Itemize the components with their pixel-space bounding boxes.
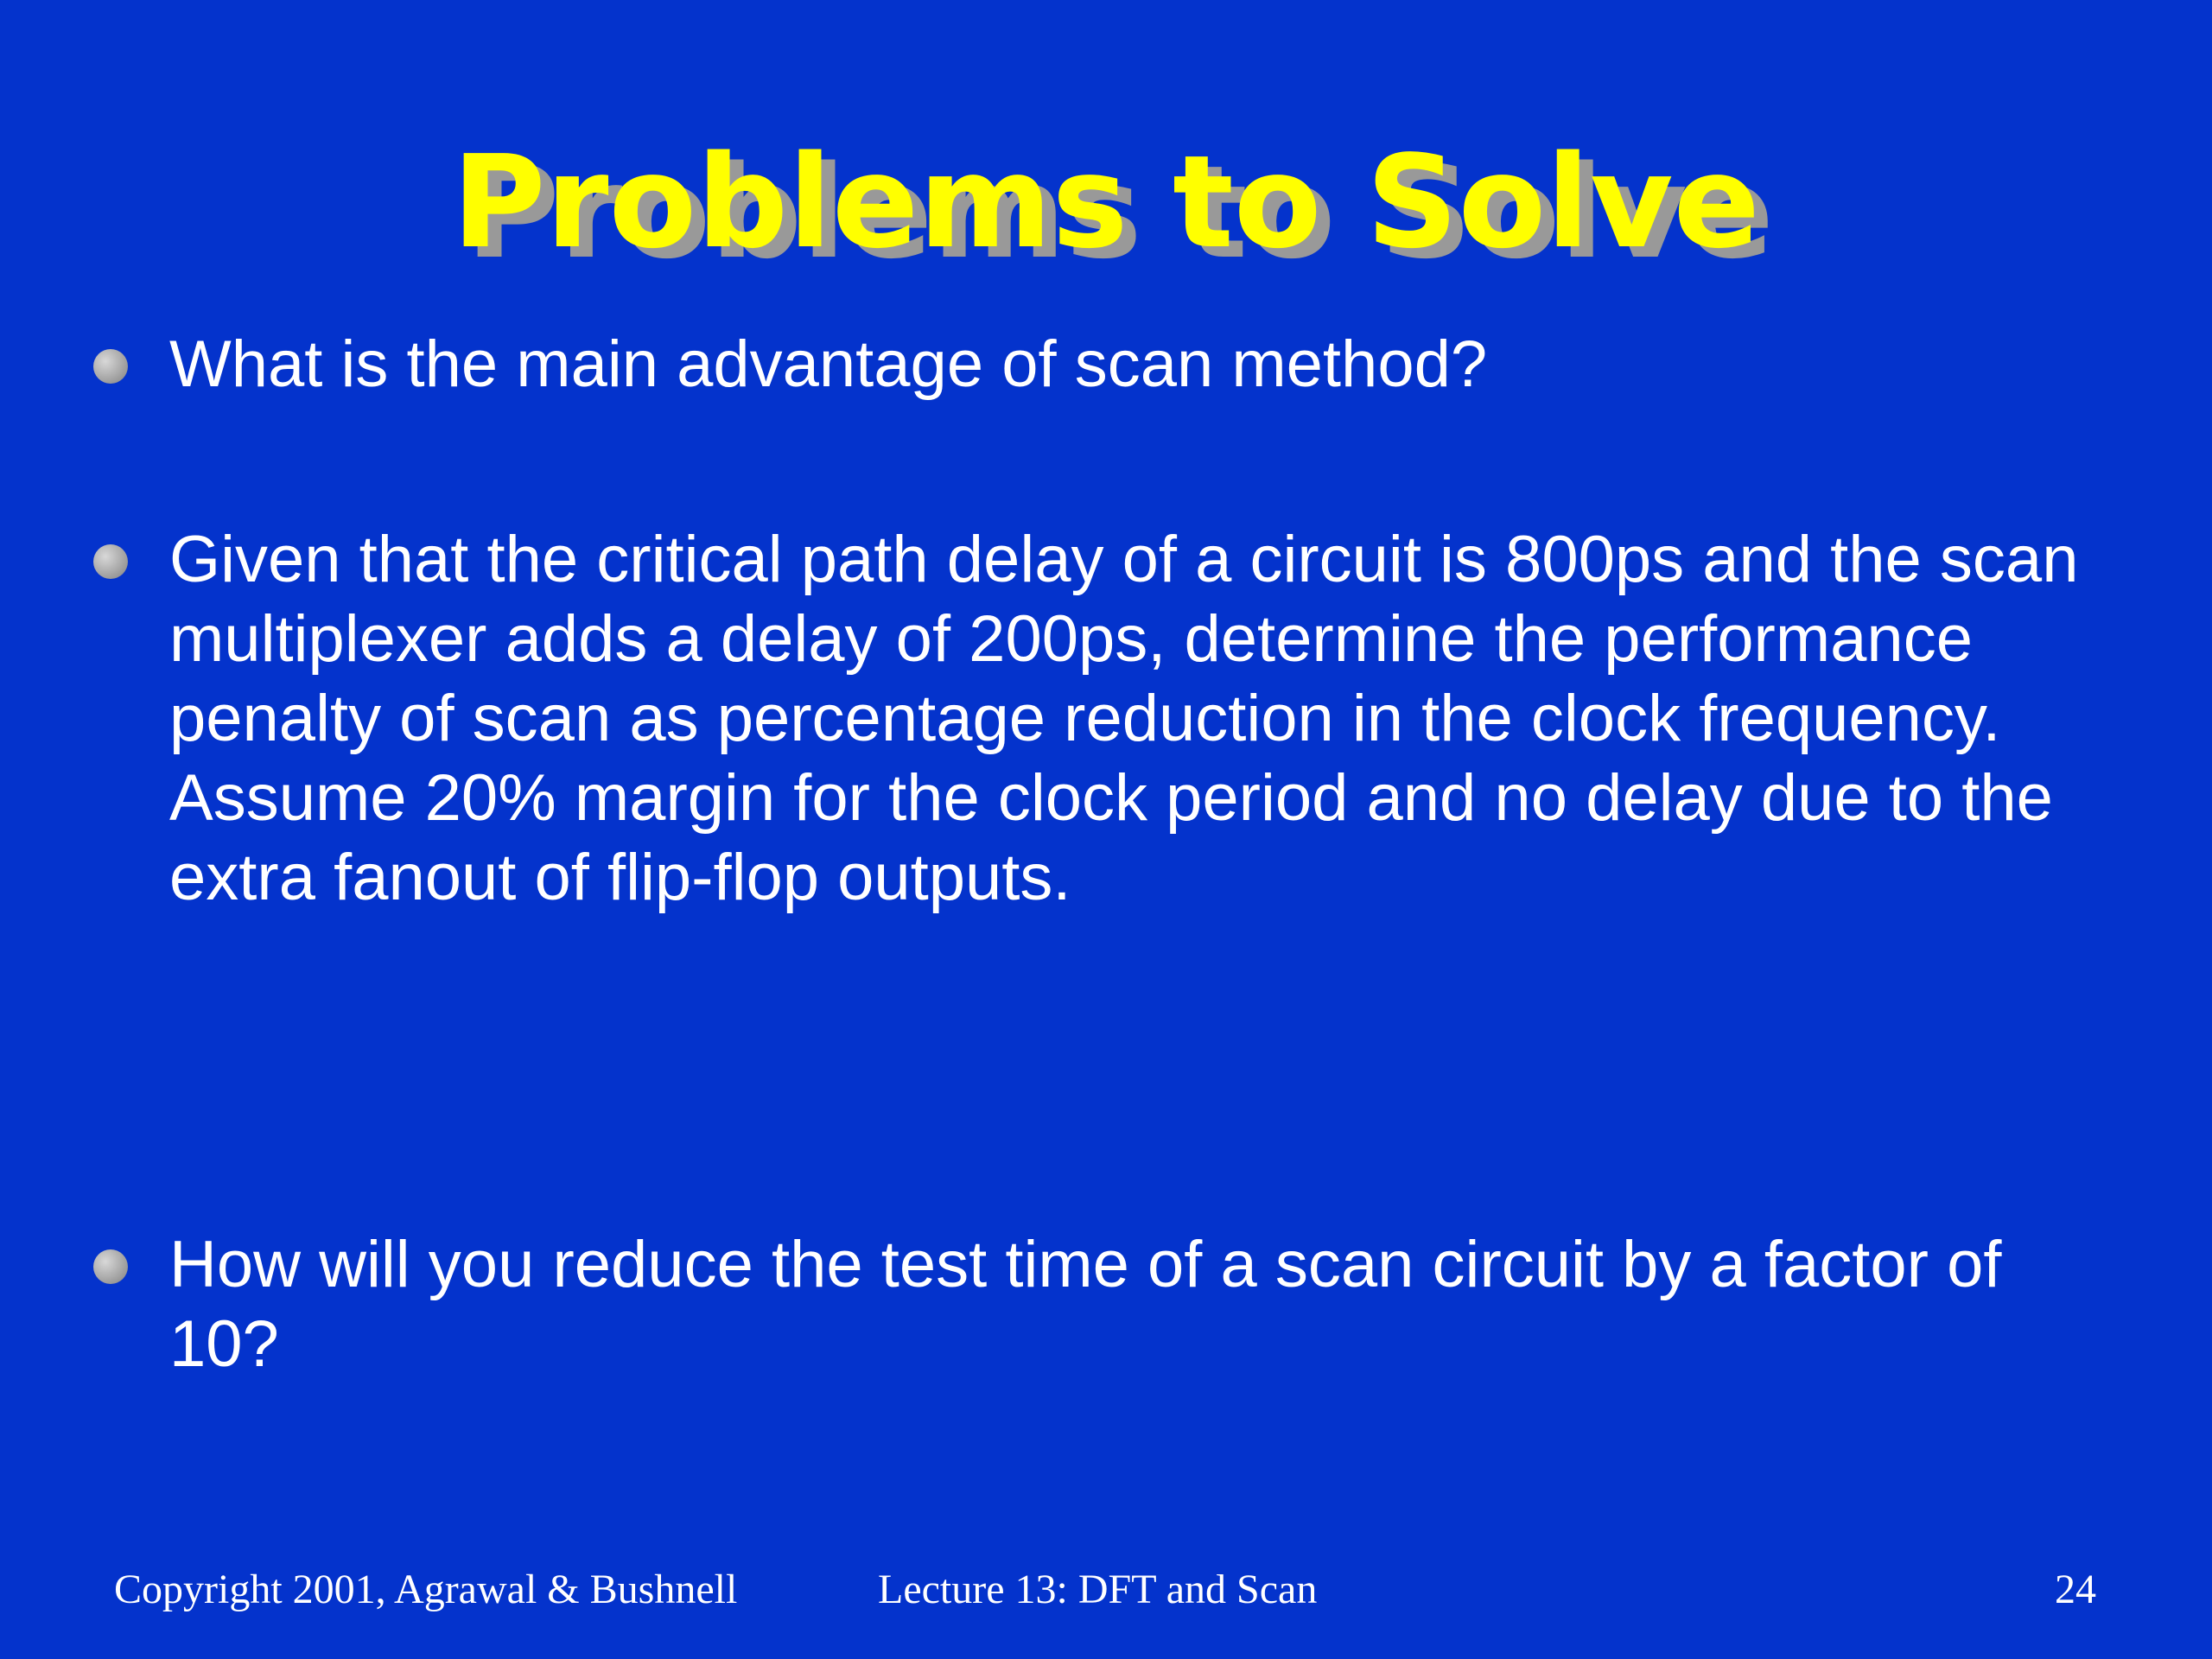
bullet-dot-icon — [93, 1249, 128, 1284]
bullet-text: Given that the critical path delay of a circuit is 800ps and the scan multiplexer adds a delay of 200ps, determine the performance penalty of scan as percentage reduction in the clock frequency. Assume 20% margin for the clock period and no delay due to the extra fanout of flip-flop outputs. — [169, 523, 2079, 914]
bullet-text: What is the main advantage of scan method? — [169, 327, 1488, 401]
bullet-dot-icon — [93, 349, 128, 384]
footer-copyright: Copyright 2001, Agrawal & Bushnell — [114, 1567, 738, 1612]
bullet-item — [169, 1225, 2122, 1384]
slide-title: Problems to Solve — [452, 128, 1760, 276]
bullet-item — [169, 325, 2122, 404]
bullet-text: How will you reduce the test time of a scan circuit by a factor of 10? — [169, 1228, 2002, 1381]
footer-page-number: 24 — [2055, 1567, 2096, 1612]
footer-lecture-title: Lecture 13: DFT and Scan — [878, 1567, 1318, 1612]
bullet-dot-icon — [93, 544, 128, 579]
bullet-item — [169, 520, 2122, 918]
